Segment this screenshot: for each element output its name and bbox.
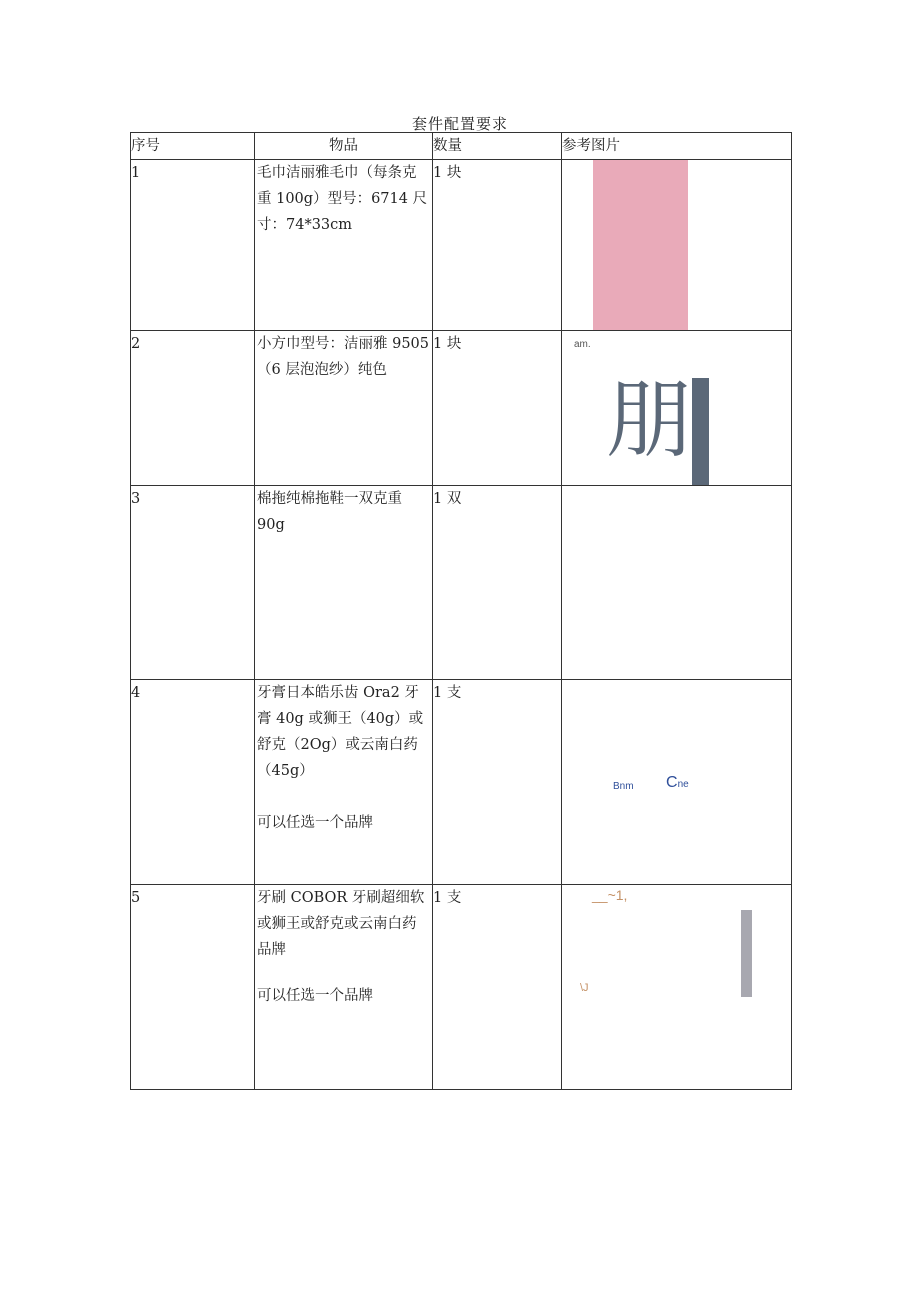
image-label: __~1, bbox=[592, 887, 628, 903]
row-item-text: 毛巾洁丽雅毛巾（每条克重 100g）型号：6714 尺寸：74*33cm bbox=[257, 165, 428, 233]
header-ref: 参考图片 bbox=[562, 133, 792, 160]
row-item-note: 可以任选一个品牌 bbox=[257, 988, 373, 1004]
row-ref-image bbox=[562, 486, 792, 680]
image-label: Bnm bbox=[613, 781, 634, 792]
table-header-row bbox=[131, 133, 792, 160]
header-no: 序号 bbox=[131, 133, 255, 160]
table-row bbox=[131, 160, 792, 331]
row-no: 2 bbox=[131, 331, 255, 486]
row-qty: 1 支 bbox=[433, 885, 562, 1090]
row-item-text: 牙膏日本皓乐齿 Ora2 牙膏 40g 或狮王（40g）或舒克（2Og）或云南白药（45g） bbox=[257, 685, 424, 779]
table-row bbox=[131, 885, 792, 1090]
row-item bbox=[255, 331, 433, 486]
row-item bbox=[255, 680, 433, 885]
row-item-text: 棉拖纯棉拖鞋一双克重 90g bbox=[257, 491, 402, 533]
row-qty: 1 块 bbox=[433, 331, 562, 486]
row-no: 1 bbox=[131, 160, 255, 331]
row-no: 4 bbox=[131, 680, 255, 885]
row-item-text: 小方巾型号：洁丽雅 9505（6 层泡泡纱）纯色 bbox=[257, 336, 430, 378]
image-label: \J bbox=[580, 982, 589, 994]
row-qty: 1 块 bbox=[433, 160, 562, 331]
washcloth-image-glyph: 朋 bbox=[606, 370, 692, 470]
row-qty: 1 双 bbox=[433, 486, 562, 680]
toothbrush-image-bar bbox=[741, 910, 752, 997]
row-item-note: 可以任选一个品牌 bbox=[257, 815, 373, 831]
row-ref-image bbox=[562, 885, 792, 1090]
washcloth-image-bar bbox=[692, 378, 709, 485]
towel-image bbox=[593, 160, 688, 330]
document-title: 套件配置要求 bbox=[411, 115, 508, 133]
row-ref-image bbox=[562, 331, 792, 486]
row-no: 5 bbox=[131, 885, 255, 1090]
table-row bbox=[131, 486, 792, 680]
table-row bbox=[131, 680, 792, 885]
row-qty: 1 支 bbox=[433, 680, 562, 885]
row-ref-image bbox=[562, 680, 792, 885]
header-item: 物品 bbox=[255, 133, 433, 160]
row-item bbox=[255, 885, 433, 1090]
image-label: am. bbox=[574, 339, 591, 350]
table-row bbox=[131, 331, 792, 486]
header-qty: 数量 bbox=[433, 133, 562, 160]
row-item-text: 牙刷 COBOR 牙刷超细软或狮王或舒克或云南白药品牌 bbox=[257, 890, 425, 958]
row-no: 3 bbox=[131, 486, 255, 680]
image-label-large: Cne bbox=[666, 774, 689, 791]
row-ref-image bbox=[562, 160, 792, 331]
row-item bbox=[255, 486, 433, 680]
kit-config-table bbox=[130, 132, 792, 1090]
row-item bbox=[255, 160, 433, 331]
